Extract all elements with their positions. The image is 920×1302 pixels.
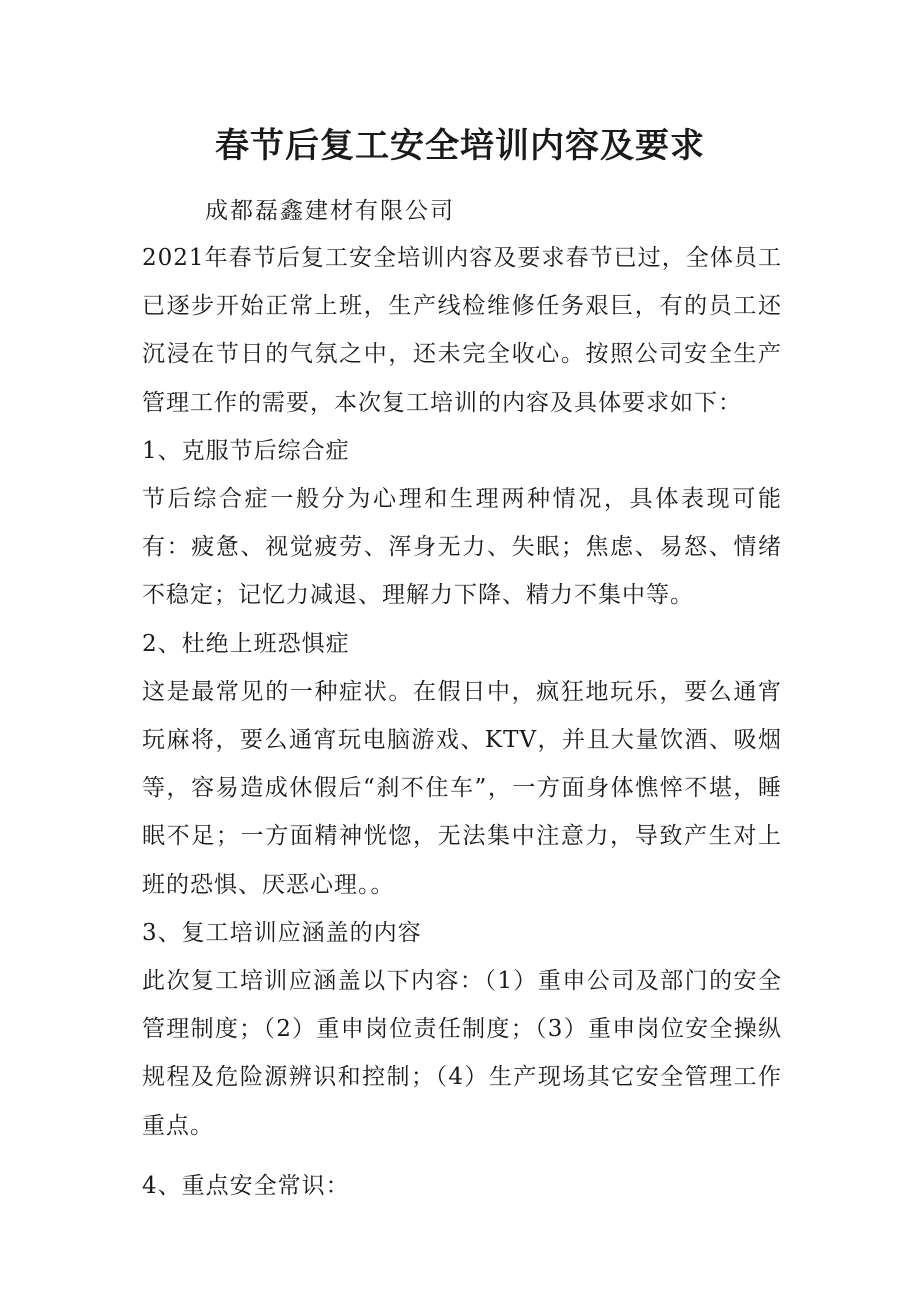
company-name: 成都磊鑫建材有限公司 <box>205 198 455 224</box>
section-1-paragraph: 节后综合症一般分为心理和生理两种情况，具体表现可能有：疲惫、视觉疲劳、浑身无力、失眠；焦虑、易怒、情绪不稳定；记忆力减退、理解力下降、精力不集中等。 <box>142 486 782 609</box>
intro-paragraph: 2021年春节后复工安全培训内容及要求春节已过，全体员工已逐步开始正常上班，生产线检维修任务艰巨，有的员工还沉浸在节日的气氛之中，还未完全收心。按照公司安全生产管理工作的需要，本次复工培训的内容及具体要求如下： <box>142 245 782 416</box>
section-heading-1: 1、克服节后综合症 <box>142 437 350 464</box>
section-heading-2: 2、杜绝上班恐惧症 <box>142 630 350 657</box>
section-2-paragraph: 这是最常见的一种症状。在假日中，疯狂地玩乐，要么通宵玩麻将，要么通宵玩电脑游戏、KTV，并且大量饮酒、吸烟等，容易造成休假后“刹不住车”，一方面身体憔悴不堪，睡眠不足；一方面精神恍惚，无法集中注意力，导致产生对上班的恐惧、厌恶心理。。 <box>142 678 782 898</box>
section-3-paragraph: 此次复工培训应涵盖以下内容：（1）重申公司及部门的安全管理制度；（2）重申岗位责任制度；（3）重申岗位安全操纵规程及危险源辨识和控制；（4）生产现场其它安全管理工作重点。 <box>142 968 782 1139</box>
document-title: 春节后复工安全培训内容及要求 <box>215 126 705 166</box>
document-body <box>142 234 782 1210</box>
section-heading-3: 3、复工培训应涵盖的内容 <box>142 919 422 946</box>
section-heading-4: 4、重点安全常识： <box>142 1172 350 1199</box>
